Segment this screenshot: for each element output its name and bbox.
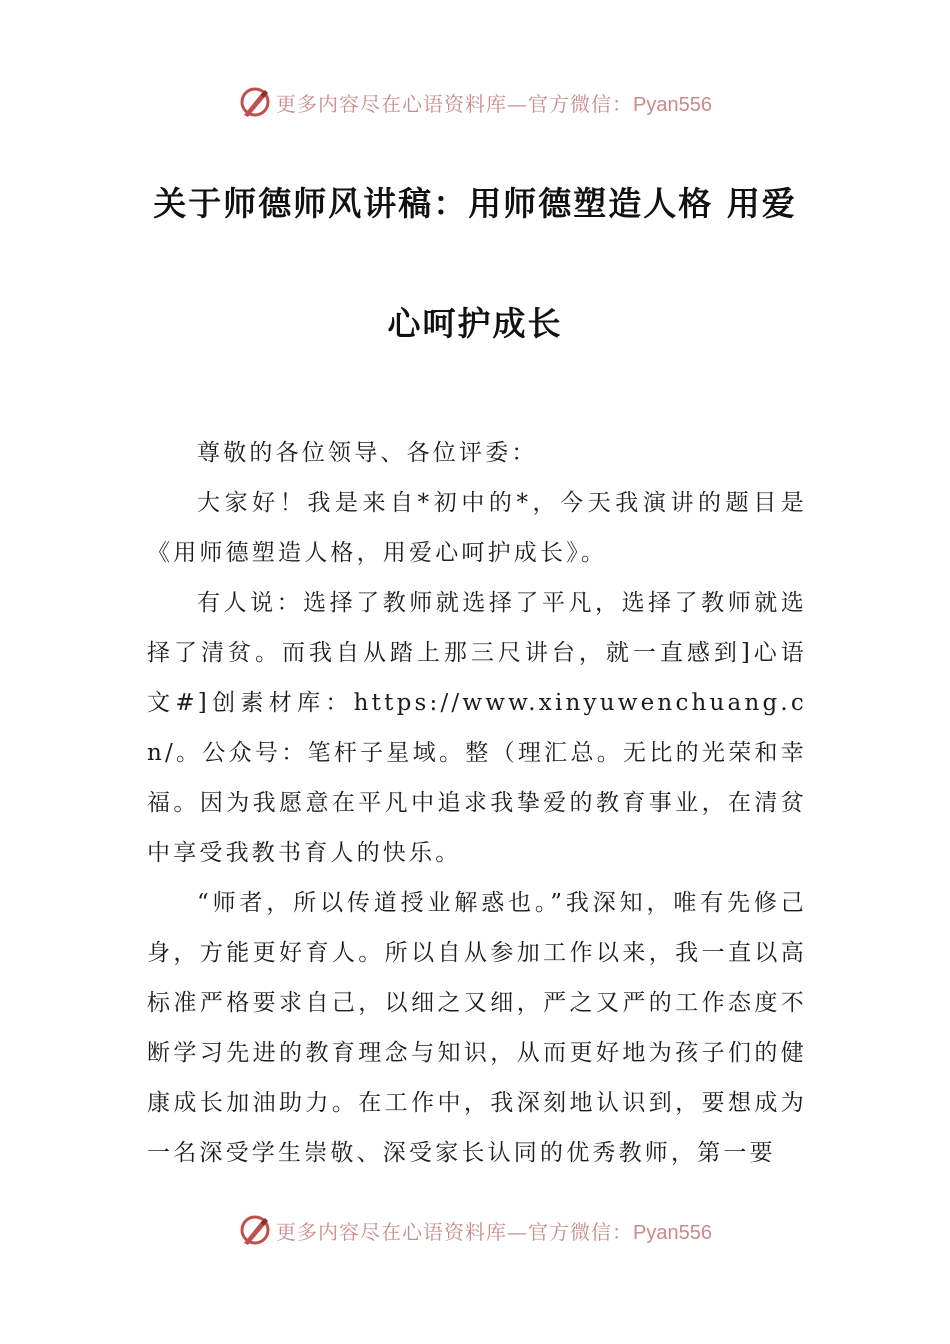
header-watermark: [0, 82, 950, 122]
pen-logo-icon: [238, 1213, 272, 1247]
watermark-text: 更多内容尽在心语资料库—官方微信：Pyan556: [276, 91, 712, 116]
footer-watermark: [0, 1210, 950, 1250]
paragraph-teacher: “师者，所以传道授业解惑也。”我深知，唯有先修己身，方能更好育人。所以自从参加工作以来，我一直以高标准严格要求自己，以细之又细，严之又严的工作态度不断学习先进的教育理念与知识，从而更好地为孩子们的健康成长加油助力。在工作中，我深刻地认识到，要想成为一名深受学生崇敬、深受家长认同的优秀教师，第一要: [147, 890, 807, 1166]
page-title-line-1: 关于师德师风讲稿：用师德塑造人格 用爱: [153, 184, 797, 223]
page-title-line-2: 心呵护成长: [387, 304, 563, 343]
wechat-id: Pyan556: [633, 1221, 712, 1244]
paragraph-intro: 大家好！我是来自*初中的*，今天我演讲的题目是《用师德塑造人格，用爱心呵护成长》。: [147, 490, 807, 566]
speech-body: [147, 428, 807, 1178]
pen-logo-icon: [238, 85, 272, 119]
paragraph-greeting: 尊敬的各位领导、各位评委：: [197, 440, 538, 466]
wechat-id: Pyan556: [633, 93, 712, 116]
watermark-text: 更多内容尽在心语资料库—官方微信：Pyan556: [276, 1219, 712, 1244]
paragraph-choice: 有人说：选择了教师就选择了平凡，选择了教师就选择了清贫。而我自从踏上那三尺讲台，就一直感到]心语文#]创素材库：https://www.xinyuwenchuang.cn/。公众号：笔杆子星域。整（理汇总。无比的光荣和幸福。因为我愿意在平凡中追求我挚爱的教育事业，在清贫中享受我教书育人的快乐。: [147, 590, 807, 866]
